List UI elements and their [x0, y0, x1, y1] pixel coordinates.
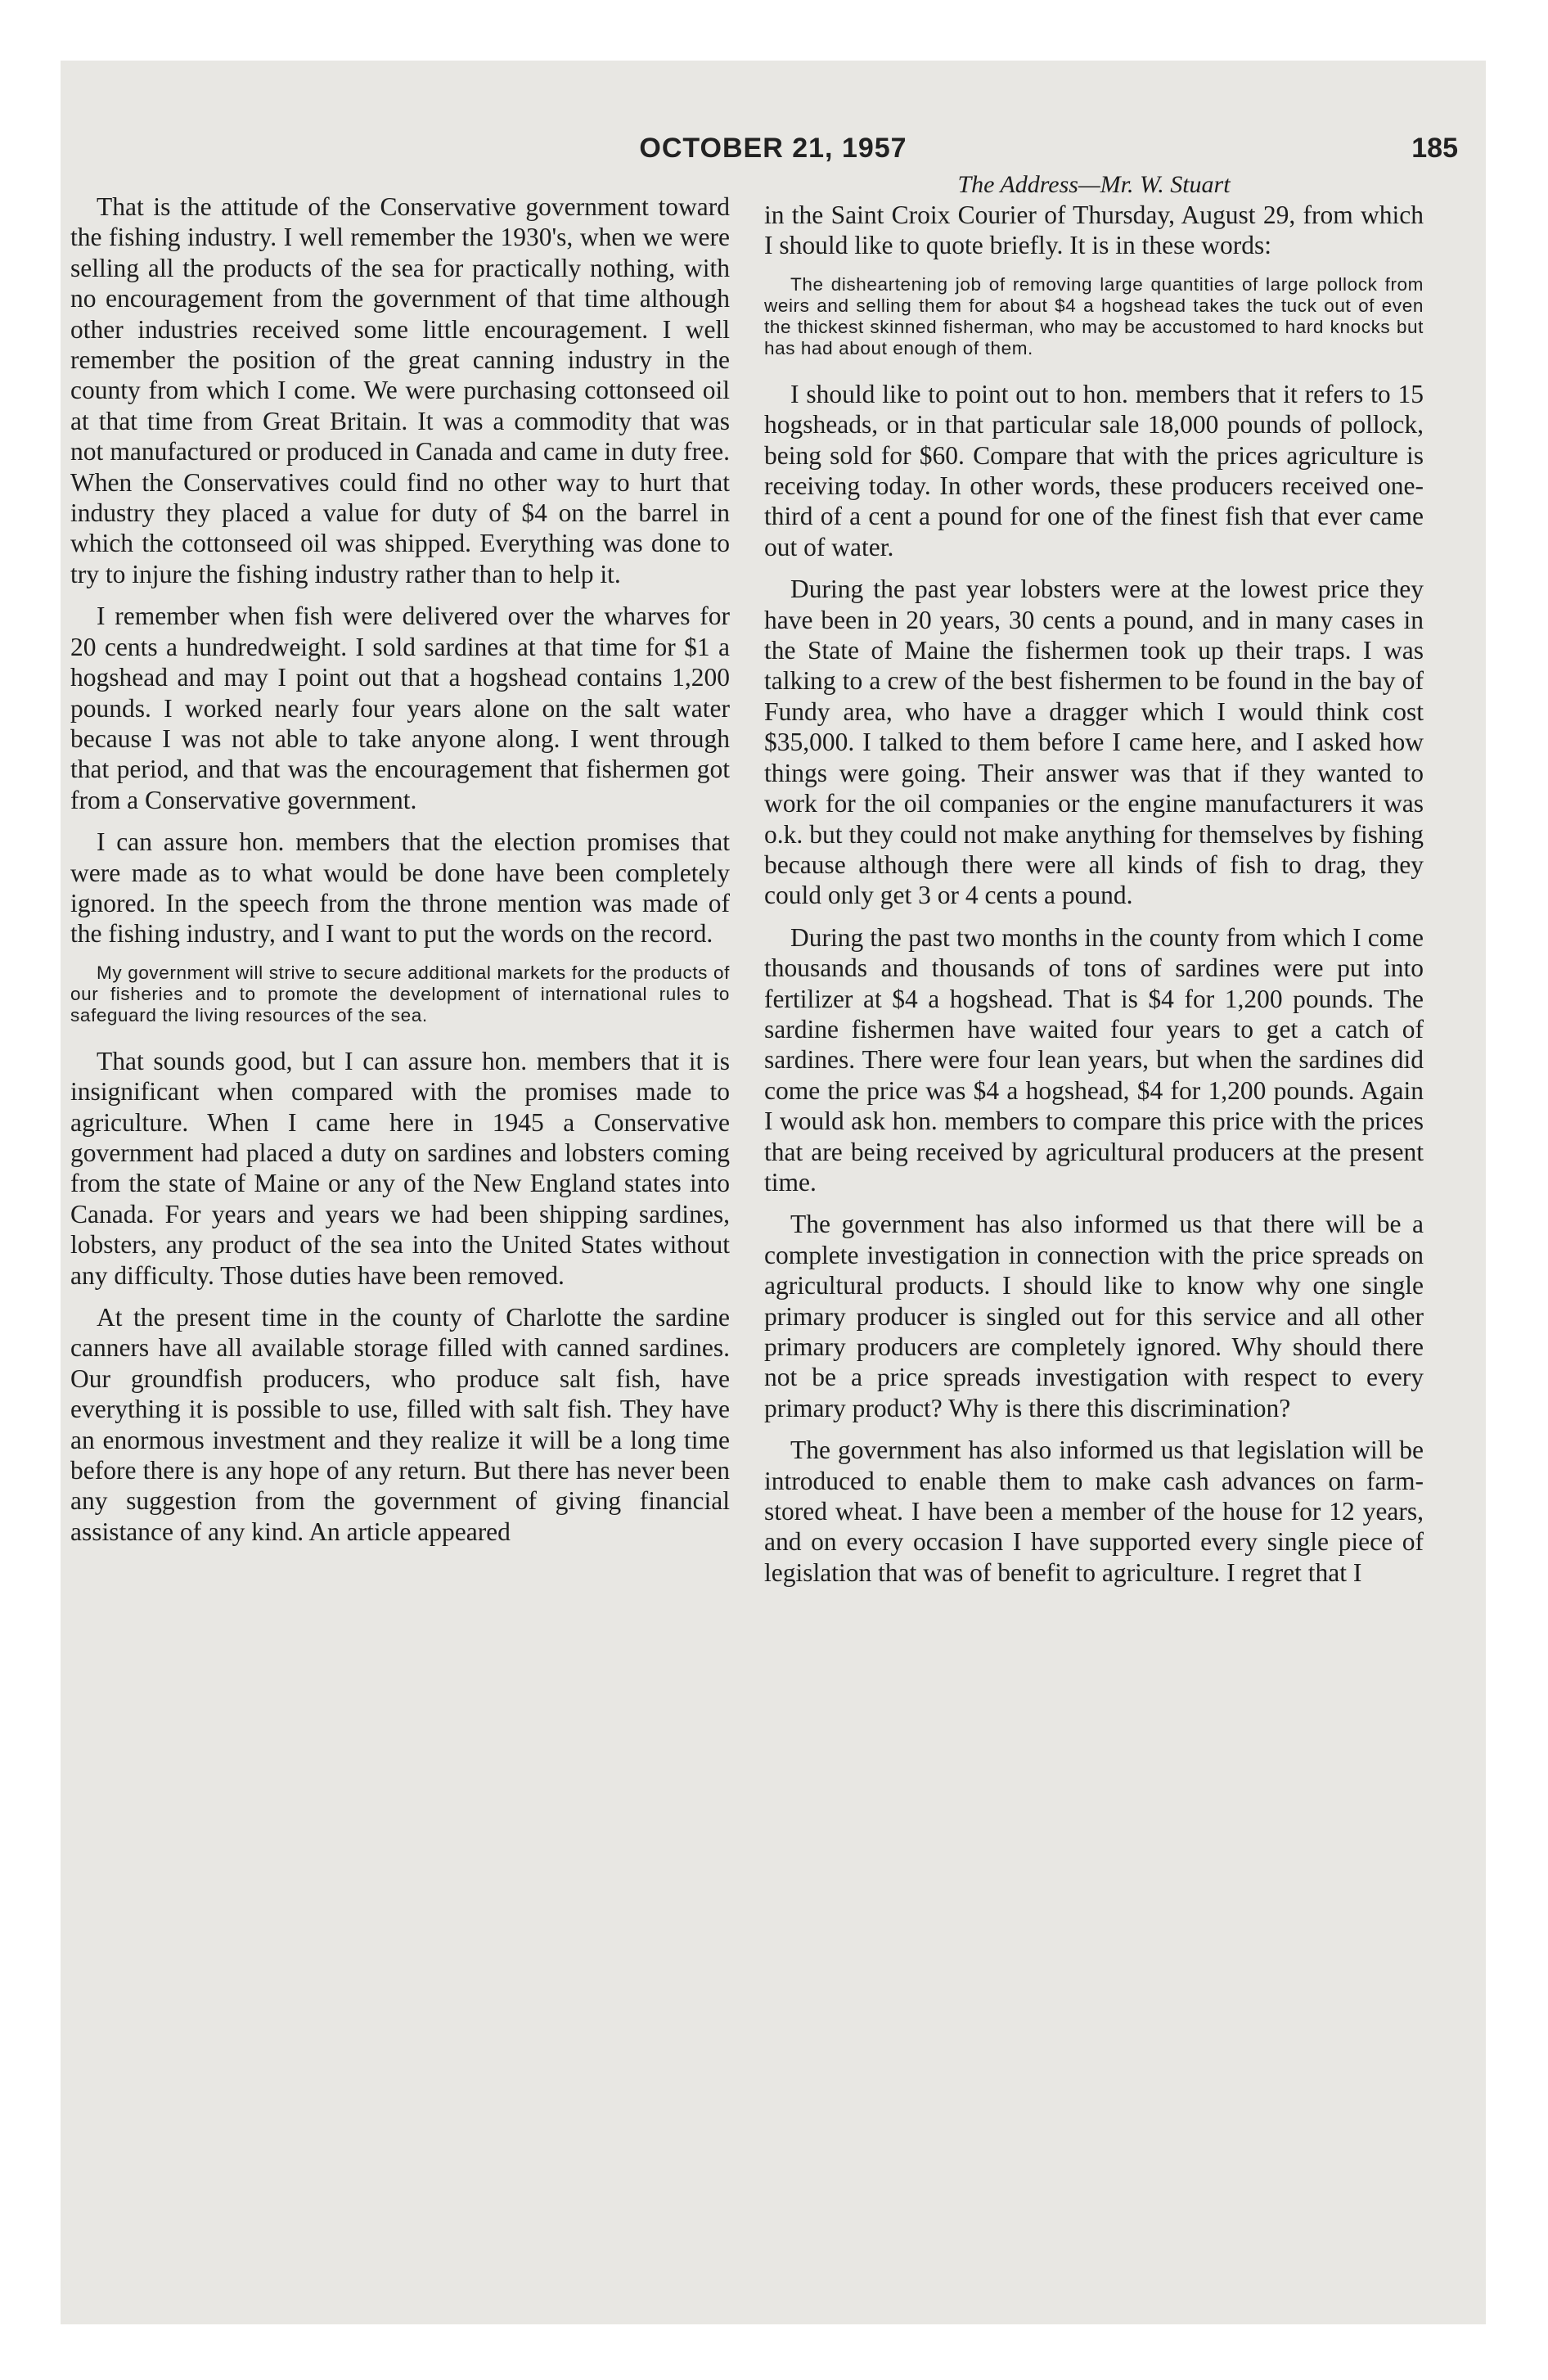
paragraph: During the past year lobsters were at the lowest price they have been in 20 years, 30 cents a pound, and in many cases in the State of Maine the fishermen took up their traps. I was talking to a crew of the best fishermen to be found in the bay of Fundy area, who have a dragger which I would think cost $35,000. I talked to them before I came here, and I asked how things were going. Their answer was that if they wanted to work for the oil companies or the engine manufacturers it was o.k. but they could not make anything for themselves by fishing because although there were all kinds of fish to drag, they could only get 3 or 4 cents a pound.: [764, 575, 1424, 910]
right-column: [764, 170, 1424, 1599]
paragraph: That is the attitude of the Conservative government toward the fishing industry. I well remember the 1930's, when we were selling all the products of the sea for practically nothing, with no encouragement from the government of that time although other industries received some little encouragement. I well remember the position of the great canning industry in the county from which I come. We were purchasing cottonseed oil at that time from Great Britain. It was a commodity that was not manufactured or produced in Canada and came in duty free. When the Conservatives could find no other way to hurt that industry they placed a value for duty of $4 on the barrel in which the cottonseed oil was shipped. Everything was done to try to injure the fishing industry rather than to help it.: [70, 192, 730, 588]
left-column: [70, 192, 730, 1558]
paragraph: I should like to point out to hon. members that it refers to 15 hogsheads, or in that particular sale 18,000 pounds of pollock, being sold for $60. Compare that with the prices agriculture is receiving today. In other words, these producers received one-third of a cent a pound for one of the finest fish that ever came out of water.: [764, 379, 1424, 561]
paragraph: That sounds good, but I can assure hon. members that it is insignificant when compared with the promises made to agriculture. When I came here in 1945 a Conservative government had placed a duty on sardines and lobsters coming from the state of Maine or any of the New England states into Canada. For years and years we had been shipping sardines, lobsters, any product of the sea into the United States without any difficulty. Those duties have been removed.: [70, 1046, 730, 1290]
block-quote: My government will strive to secure additional markets for the products of our fisheries and to promote the development of international rules to safeguard the living resources of the sea.: [70, 962, 730, 1025]
paragraph: in the Saint Croix Courier of Thursday, August 29, from which I should like to quote briefly. It is in these words:: [764, 201, 1424, 260]
block-quote: The disheartening job of removing large quantities of large pollock from weirs and selling them for about $4 a hogshead takes the tuck out of even the thickest skinned fisherman, who may be accustomed to hard knocks but has had about enough of them.: [764, 273, 1424, 358]
paragraph: At the present time in the county of Charlotte the sardine canners have all available storage filled with canned sardines. Our groundfish producers, who produce salt fish, have everything it is possible to use, filled with salt fish. They have an enormous investment and they realize it will be a long time before there is any hope of any return. But there has never been any suggestion from the government of giving financial assistance of any kind. An article appeared: [70, 1303, 730, 1546]
paragraph: I can assure hon. members that the election promises that were made as to what would be done have been completely ignored. In the speech from the throne mention was made of the fishing industry, and I want to put the words on the record.: [70, 827, 730, 949]
paragraph: The government has also informed us that legislation will be introduced to enable them to make cash advances on farm-stored wheat. I have been a member of the house for 12 years, and on every occasion I have supported every single piece of legislation that was of benefit to agriculture. I regret that I: [764, 1436, 1424, 1587]
paragraph: I remember when fish were delivered over the wharves for 20 cents a hundredweight. I sold sardines at that time for $1 a hogshead and may I point out that a hogshead contains 1,200 pounds. I worked nearly four years alone on the salt water because I was not able to take anyone along. I went through that period, and that was the encouragement that fishermen got from a Conservative government.: [70, 602, 730, 814]
paragraph: During the past two months in the county from which I come thousands and thousands of tons of sardines were put into fertilizer at $4 a hogshead. That is $4 for 1,200 pounds. The sardine fishermen have waited four years to get a catch of sardines. There were four lean years, but when the sardines did come the price was $4 a hogshead, $4 for 1,200 pounds. Again I would ask hon. members to compare this price with the prices that are being received by agricultural producers at the present time.: [764, 922, 1424, 1197]
page-number: 185: [1411, 133, 1458, 164]
paragraph: The government has also informed us that there will be a complete investigation in connection with the price spreads on agricultural products. I should like to know why one single primary producer is singled out for this service and all other primary producers are completely ignored. Why should there not be a price spreads investigation with respect to every primary product? Why is there this discrimination?: [764, 1210, 1424, 1422]
header-date: OCTOBER 21, 1957: [639, 133, 907, 164]
page-sheet: [61, 61, 1486, 2324]
running-head: The Address—Mr. W. Stuart: [957, 171, 1231, 198]
